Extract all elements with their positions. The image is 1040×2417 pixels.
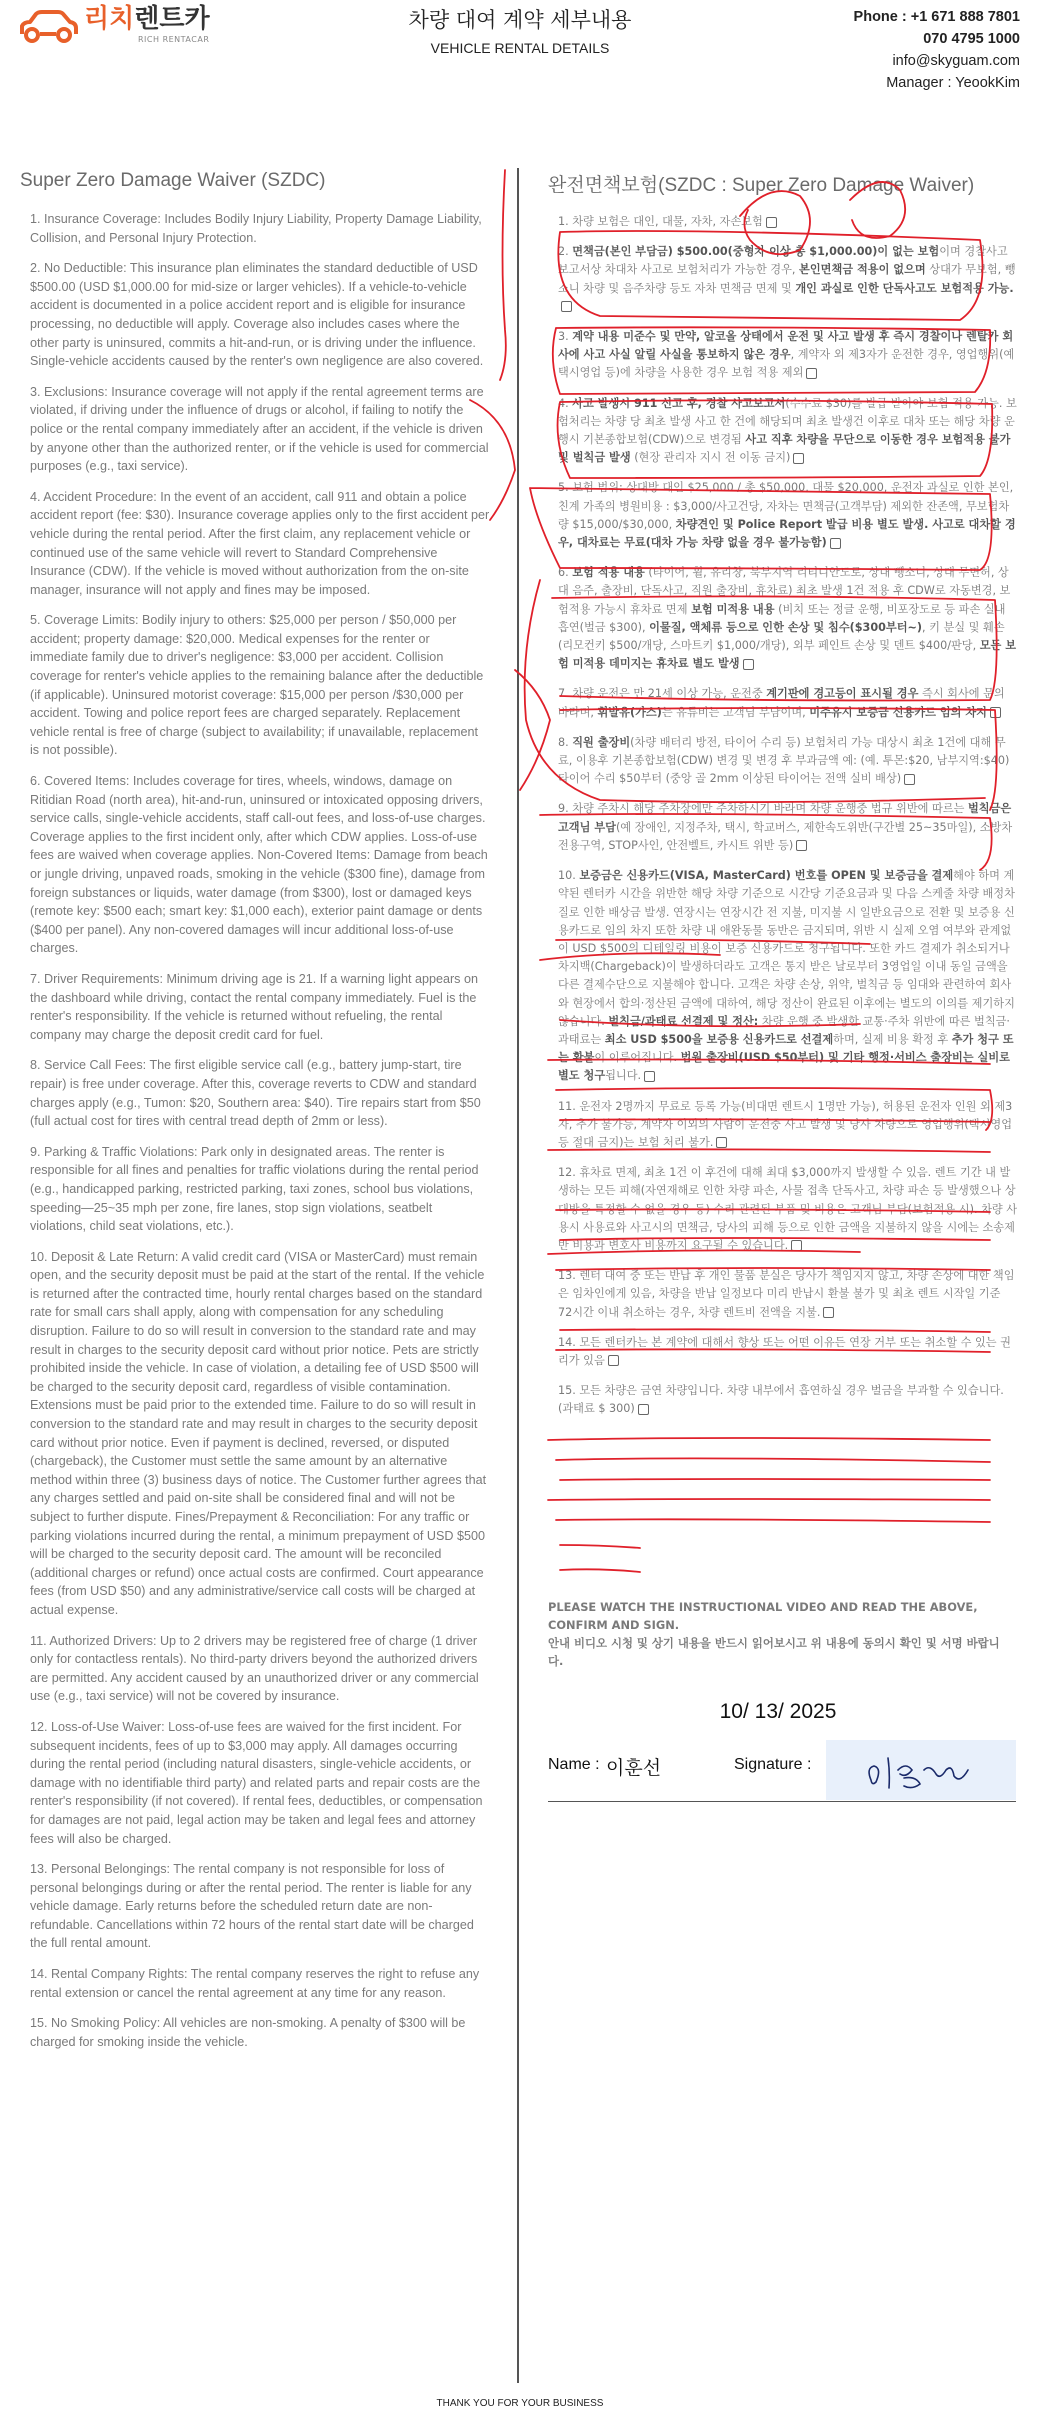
logo-subtext: RICH RENTACAR bbox=[138, 35, 210, 44]
korean-term-text: , 키 분실 및 훼손(리모컨키 $500/개당, 스마트키 $1,000/개당), 외부 페인트 손상 및 덴트 $400/판당, bbox=[558, 620, 1005, 653]
korean-term-text: 미주유시 보증금 신용카드 임의 차지 bbox=[809, 705, 987, 719]
signature-date: 10/ 13/ 2025 bbox=[719, 1700, 837, 1723]
korean-term-text: , 계약자 외 제3자가 운전한 경우, 영업행위(예 택시영업 등)에 차량을 사용한 경우 보험 적용 제외 bbox=[558, 348, 1015, 380]
agree-checkbox[interactable] bbox=[823, 1307, 834, 1318]
handwritten-signature-icon bbox=[826, 1740, 1016, 1800]
english-term-item: 2. No Deductible: This insurance plan eliminates the standard deductible of USD $500.00 (USD $1,000.00 for mid-size or larger vehicles). If a vehicle-to-vehicle accident is documented in a police accident report and is eligible for insurance processing, no deductible will apply. Coverage also includes cases where the other party is uninsured, commits a hit-and-run, or is driving under the influence. Single-vehicle accidents caused by the renter's own negligence are also covered. bbox=[30, 261, 484, 369]
agree-checkbox[interactable] bbox=[796, 840, 807, 851]
english-term-item: 4. Accident Procedure: In the event of an accident, call 911 and obtain a police accident report (fee: $30). Insurance coverage applies only to the first accident per vehicle during the rental period. After the first claim, any replacement vehicle or continued use of the same vehicle will revert to Standard Comprehensive Insurance (CDW). If the vehicle is moved without authorization from the on-site manager, insurance will not apply and fines may be imposed. bbox=[30, 489, 490, 597]
contact-block bbox=[854, 6, 1020, 94]
korean-term-text: 5. 보험 범위: 상대방 대인 $25,000 / 총 $50,000, 대물 $20,000, 운전자 과실로 인한 본인, 친계 가족의 병원비용 : $3,000/사고건당, 자차는 면책금(고객부담) 제외한 잔존액, 무보험차량 $15,000/$30,000, bbox=[558, 481, 1014, 531]
contact-manager: Manager : YeookKim bbox=[886, 75, 1020, 91]
logo-text-a: 리치 bbox=[84, 4, 135, 34]
korean-term-text: 이물질, 액체류 등으로 인한 손상 및 침수($300부터~) bbox=[649, 620, 922, 634]
korean-term-text: 14. 모든 렌터카는 본 계약에 대해서 향상 또는 어떤 이유든 연장 거부 또는 취소할 수 있는 권리가 있음 bbox=[558, 1335, 1011, 1367]
agree-checkbox[interactable] bbox=[806, 368, 817, 379]
korean-terms-list bbox=[548, 213, 1018, 1419]
korean-term-item bbox=[558, 479, 1018, 552]
korean-term-item bbox=[558, 734, 1018, 789]
korean-term-text: (수수료 $30)를 발급 받아야 보험 적용 가능. 보험처리는 차량 당 최초 발생 사고 한 건에 해당되며 최초 발생건 이후로 대차 또는 해당 차량 운행시 기본종합보험(CDW)으로 변경됨 bbox=[558, 396, 1017, 447]
korean-term-text: 본인면책금 적용이 없으며 bbox=[799, 263, 926, 277]
korean-term-text: 해야 하며 계약된 렌터카 시간을 위반한 해당 차량 기준으로 시간당 기준요금과 및 다음 스케줄 차량 배정차질로 인한 배상금 발생. 연장시는 연장시간 전 지불, 미지불 시 일반요금으로 전환 및 보증용 신용카드로 임의 차지 또한 차량 내 애완동물 동반은 금지되며, 위반 시 실제 오염 여부와 관계없이 USD $500의 디테일링 비용이 보증 신용카드로 청구됩니다. 또한 카드 결제가 취소되거나 차지백(Chargeback)이 발생하더라도 고객은 통지 받은 날로부터 3영업일 이내 동일 금액을 다른 결제수단으로 지불해야 합니다. 고객은 차량 손상, 위약, 벌칙금 등 임대와 관련하여 회사와 현장에서 합의·정산된 금액에 대하여, 해당 정산이 완료된 이후에는 별도의 이의를 제기하지 않습니다. bbox=[558, 869, 1015, 1028]
document-header bbox=[0, 0, 1040, 110]
korean-term-text: (현장 관리자 지시 전 이동 금지) bbox=[630, 451, 791, 465]
agree-checkbox[interactable] bbox=[644, 1071, 655, 1082]
korean-term-item bbox=[558, 1164, 1018, 1255]
english-term-item: 13. Personal Belongings: The rental company is not responsible for loss of personal belongings during or after the rental period. The renter is liable for any vehicle damage. Early returns before the scheduled return date are non-refundable. Cancellations within 72 hours of the rental start date will be charged the full rental amount. bbox=[30, 1862, 474, 1951]
agree-checkbox[interactable] bbox=[793, 453, 804, 464]
agree-checkbox[interactable] bbox=[791, 1240, 802, 1251]
korean-terms-column bbox=[548, 170, 1018, 1431]
signature-label: Signature : bbox=[734, 1756, 812, 1773]
korean-term-item bbox=[558, 1267, 1018, 1322]
signature-box[interactable] bbox=[826, 1740, 1016, 1800]
english-term-item: 5. Coverage Limits: Bodily injury to others: $25,000 per person / $50,000 per accident; property damage: $20,000. Medical expenses for the renter or immediate family due to driver's negligence: $3,000 per accident. Collision coverage for renter's vehicle applies to the remaining balance after the deductible (if applicable). Uninsured motorist coverage: $15,000 per person /$30,000 per accident. Towing and police report fees are charged separately. Replacement vehicle rental is free of charge (subject to availability; if unavailable, replacement is not possible). bbox=[30, 613, 484, 758]
korean-term-text: 8. bbox=[558, 735, 573, 749]
korean-term-item bbox=[558, 1382, 1018, 1418]
korean-term-item bbox=[558, 243, 1018, 316]
korean-term-text: 10. bbox=[558, 869, 580, 883]
agree-checkbox[interactable] bbox=[638, 1404, 649, 1415]
contact-phone: Phone : +1 671 888 7801 bbox=[853, 9, 1020, 25]
korean-term-text: 이며 경찰사고보고서상 차대차 사고로 보험처리가 가능한 경우, bbox=[558, 245, 1008, 277]
footer-text: THANK YOU FOR YOUR BUSINESS bbox=[436, 2398, 604, 2409]
english-term-item: 11. Authorized Drivers: Up to 2 drivers may be registered free of charge (1 driver only for contactless rentals). No third-party drivers beyond the authorized drivers are permitted. Any accident caused by an unauthorized driver or any commercial use (e.g., taxi service) will not be covered by insurance. bbox=[30, 1633, 479, 1704]
document-title-ko: 차량 대여 계약 세부내용 bbox=[408, 8, 632, 32]
korean-term-text: 는 유류비는 고객님 부담이며, bbox=[661, 705, 810, 719]
agree-checkbox[interactable] bbox=[766, 217, 777, 228]
korean-term-text: 9. 차량 주차시 해당 주차장에만 주차하시기 바라며 차량 운행중 법규 위반에 따르는 bbox=[558, 802, 968, 816]
korean-term-text: 사고 직후 차량을 무단으로 이동한 경우 보험적용 불가 및 벌칙금 발생 bbox=[558, 433, 1011, 465]
agree-checkbox[interactable] bbox=[716, 1137, 727, 1148]
korean-term-text: 됩니다. bbox=[605, 1069, 642, 1083]
korean-term-text: 개인 과실로 인한 단독사고도 보험적용 가능. bbox=[795, 281, 1014, 295]
english-term-item: 6. Covered Items: Includes coverage for tires, wheels, windows, damage on Ritidian Road (north area), hit-and-run, uninsured or intoxicated opposing drivers, service calls, single-vehicle accidents, staff call-out fees, and loss-of-use charges. Coverage applies to the first incident only, after which CDW applies. Loss-of-use fees are waived when coverage applies. Non-Covered Items: Damage from beach or jungle driving, unpaved roads, smoking in the vehicle ($300 fine), damage from foreign substances or liquids, water damage (from $300), lost or damaged keys (remote key: $500 each; smart key: $1,000 each), exterior paint damage or dents ($400 per panel). Any non-covered damages will incur additional loss-of-use charges. bbox=[30, 774, 488, 956]
agree-checkbox[interactable] bbox=[608, 1355, 619, 1366]
korean-term-text: 계약 내용 미준수 및 만약, 알코올 상태에서 운전 및 사고 발생 후 즉시 경찰이나 렌탈카 회사에 사고 사실 알릴 사실을 통보하지 않은 경우 bbox=[558, 330, 1014, 362]
korean-terms-heading: 완전면책보험(SZDC : Super Zero Damage Waiver) bbox=[548, 175, 975, 196]
signature-row bbox=[548, 1740, 1016, 1802]
korean-term-text: 법원 출장비(USD $50부터) 및 기타 행정·서비스 출장비는 실비로 별도 청구 bbox=[558, 1051, 1010, 1083]
agree-checkbox[interactable] bbox=[561, 301, 572, 312]
korean-term-text: 계기판에 경고등이 표시될 경우 bbox=[766, 687, 919, 701]
korean-term-text: 보험 적용 내용 bbox=[572, 566, 645, 580]
korean-term-item bbox=[558, 564, 1018, 673]
korean-term-text: 7. 차량 운전은 만 21세 이상 가능, 운전중 bbox=[558, 687, 767, 701]
korean-term-text: 벌칙금/과태료 선결제 및 정산: bbox=[608, 1014, 759, 1028]
korean-term-item bbox=[558, 328, 1018, 383]
korean-term-text: 이 이루어집니다. bbox=[594, 1051, 681, 1065]
english-term-item: 9. Parking & Traffic Violations: Park only in designated areas. The renter is responsible for all fines and penalties for traffic violations during the rental period (e.g., handicapped parking, restricted parking, taxi zones, school bus violations, speeding—25~35 mph per zone, fire lanes, stop sign violations, seatbelt violations, child seat violations, etc.). bbox=[30, 1144, 479, 1234]
korean-term-item bbox=[558, 213, 1018, 231]
english-term-item: 14. Rental Company Rights: The rental company reserves the right to refuse any rental extension or cancel the rental agreement at any time for any reason. bbox=[30, 1967, 480, 2000]
english-terms-heading: Super Zero Damage Waiver (SZDC) bbox=[20, 170, 326, 191]
korean-term-text: 모든 보험 미적용 데미지는 휴차료 별도 발생 bbox=[558, 639, 1017, 671]
english-terms-column bbox=[20, 170, 490, 2063]
korean-term-text: (차량 배터리 방전, 타이어 수리 등) 보험처리 가능 대상시 최초 1건에 대해 무료, 이용후 기본종합보험(CDW) 변경 및 변경 후 부과금액 예: (예. 투몬:$20, 남부지역:$40) 타이어 수리 $50부터 (중앙 골 2mm 이상된 타이어는 전액 실비 배상) bbox=[558, 735, 1010, 786]
korean-term-text: 2. bbox=[558, 245, 573, 259]
agree-checkbox[interactable] bbox=[743, 659, 754, 670]
sign-notice bbox=[548, 1598, 1008, 1670]
korean-term-text: 즉시 회사에 문의 바라며, bbox=[558, 687, 1005, 719]
english-term-item: 3. Exclusions: Insurance coverage will not apply if the rental agreement terms are violated, if driving under the influence of drugs or alcohol, if failing to notify the police or the rental company immediately after an accident, if the vehicle is driven by anyone other than the authorized renter, or if the vehicle is used for commercial purposes (e.g., taxi service). bbox=[30, 384, 489, 474]
korean-term-item bbox=[558, 395, 1018, 468]
korean-term-text: 차량 운행 중 발생한 교통·주차 위반에 따른 벌칙금·과태료는 bbox=[558, 1014, 1010, 1046]
korean-term-text: (타이어, 휠, 유리창, 북부지역 리티디안도로, 상대 뺑소니, 상대 무면허, 상대 음주, 출장비, 단독사고, 직원 출장비, 휴차료) 최초 발생 1건 적용 후 CDW로 자동변경, 보험적용 가능시 휴차료 면제 bbox=[558, 566, 1011, 616]
english-term-item: 8. Service Call Fees: The first eligible service call (e.g., battery jump-start, tire repair) is free under coverage. After this, coverage reverts to CDW and standard charges apply (e.g., Tumon: $20, Southern area: $40). Tire repairs start from $50 (full actual cost for tires with central tread depth of 2mm or less). bbox=[30, 1058, 481, 1129]
korean-term-text: 사고 발생시 911 신고 후, 경찰 사고보고서 bbox=[572, 396, 786, 410]
agree-checkbox[interactable] bbox=[830, 538, 841, 549]
korean-term-item bbox=[558, 1098, 1018, 1153]
korean-term-text: 벌칙금은 고객님 부담 bbox=[558, 802, 1012, 834]
english-term-item: 7. Driver Requirements: Minimum driving age is 21. If a warning light appears on the dashboard while driving, contact the rental company immediately. Fuel is the renter's responsibility. If the vehicle is returned without refueling, the rental company may charge the deposit credit card for fuel. bbox=[30, 971, 478, 1042]
english-term-item: 10. Deposit & Late Return: A valid credit card (VISA or MasterCard) must remain open, and the security deposit must be paid at the start of the rental. If the vehicle is returned after the contracted time, hourly rental charges based on the standard rate for small cars shall apply, along with compensation for any scheduling disruption. Failure to do so will result in conversion to the standard rate and may result in charges to the security deposit card without prior notice. Pets are strictly prohibited inside the vehicle. In case of violation, a detailing fee of USD $500 will be charged to the security deposit card, regardless of visible contamination. Extensions must be paid prior to the extended time. Failure to do so will result in conversion to the standard rate and may result in charges to the security deposit card without prior notice. Even if payment is declined, reversed, or disputed (chargeback), the Customer must settle the same amount by an alternative method within three (3) business days of notice. The Customer further agrees that any charges settled and paid on-site shall be considered final and will not be subject to further dispute. Fines/Prepayment & Reconciliation: For any traffic or parking violations incurred during the rental, a minimum prepayment of USD $500 will be charged to the security deposit card. The amount will be reconciled (additional charges or refund) once actual costs are confirmed. Court appearance fees (from USD $50) and any administrative/service call costs will be charged at actual expense. bbox=[30, 1249, 487, 1617]
column-divider bbox=[517, 168, 519, 2383]
korean-term-text: 보험 미적용 내용 bbox=[691, 602, 775, 616]
korean-term-text: (비치 또는 정글 운행, 비포장도로 등 파손 실내 흡연(벌금 $300), bbox=[558, 602, 1006, 634]
company-logo bbox=[18, 4, 228, 48]
english-term-item: 12. Loss-of-Use Waiver: Loss-of-use fees are waived for the first incident. For subsequent incidents, fees of up to $3,000 may apply. All damages occurring during the rental period (including natural disasters, single-vehicle accidents, or damage with no identifiable third party) and related parts and repair costs are the renter's responsibility (if not covered). If rental fees, deductibles, or compensation for damages are not paid, legal action may be taken and legal fees and attorney fees will also be charged. bbox=[30, 1719, 483, 1846]
agree-checkbox[interactable] bbox=[990, 707, 1001, 718]
korean-term-item bbox=[558, 867, 1018, 1085]
agree-checkbox[interactable] bbox=[904, 774, 915, 785]
korean-term-text: (예 장애인, 지정주차, 택시, 학교버스, 제한속도위반(구간별 25~35마일), 소방차전용구역, STOP사인, 안전벨트, 카시트 위반 등) bbox=[558, 820, 1013, 852]
korean-term-text: 상대가 무보험, 뺑소니 차량 및 음주차량 등도 자차 면책금 면제 및 bbox=[558, 263, 1016, 295]
korean-term-text: 직원 출장비 bbox=[572, 735, 631, 749]
korean-term-item bbox=[558, 800, 1018, 855]
sign-notice-ko: 안내 비디오 시청 및 상기 내용을 반드시 읽어보시고 위 내용에 동의시 확인 및 서명 바랍니다. bbox=[548, 1636, 1000, 1668]
korean-term-text: 최소 USD $500을 보증용 신용카드로 선결제 bbox=[604, 1032, 834, 1046]
korean-term-text: 추가 청구 또는 환불 bbox=[558, 1032, 1014, 1065]
logo-wordmark bbox=[84, 4, 210, 34]
korean-term-text: 15. 모든 차량은 금연 차량입니다. 차량 내부에서 흡연하실 경우 벌금을 부과할 수 있습니다. (과태료 $ 300) bbox=[558, 1384, 1004, 1416]
english-term-item: 1. Insurance Coverage: Includes Bodily Injury Liability, Property Damage Liability, Collision, and Personal Injury Protection. bbox=[30, 212, 482, 245]
sign-notice-en: PLEASE WATCH THE INSTRUCTIONAL VIDEO AND READ THE ABOVE, CONFIRM AND SIGN. bbox=[548, 1600, 978, 1632]
korean-term-text: 3. bbox=[558, 330, 573, 344]
korean-term-text: 13. 렌터 대여 중 또는 반납 후 개인 물품 분실은 당사가 책임지지 않고, 차량 손상에 대한 책임은 임차인에게 있음, 차량을 반납 일정보다 미리 반납시 환불 불가 및 최초 렌트 시작일 기준 72시간 이내 취소하는 경우, 차량 렌트비 전액을 지불. bbox=[558, 1269, 1015, 1319]
contact-email[interactable]: info@skyguam.com bbox=[892, 53, 1020, 69]
car-logo-icon bbox=[18, 10, 78, 44]
korean-term-text: 6. bbox=[558, 566, 573, 580]
korean-term-item bbox=[558, 685, 1018, 721]
contact-phone-2: 070 4795 1000 bbox=[923, 31, 1020, 47]
korean-term-text: 4. bbox=[558, 396, 573, 410]
korean-term-text: 1. 차량 보험은 대인, 대물, 자차, 자손보험 bbox=[558, 215, 763, 228]
korean-term-text: 11. 운전자 2명까지 무료로 등록 가능(비대면 렌트시 1명만 가능), 허용된 운전자 인원 외 제3자, 추가 불가능, 계약자 이외의 사람이 운전중 사고 발생 및 당사 차량으로 영업행위(택시영업 등 절대 금지)는 보험 처리 불가. bbox=[558, 1099, 1013, 1149]
logo-text-b: 렌트카 bbox=[134, 4, 210, 34]
name-label: Name : bbox=[548, 1756, 600, 1773]
korean-term-text: 휘발유(가스) bbox=[597, 705, 662, 719]
korean-term-text: 12. 휴차료 면제, 최초 1건 이 후건에 대해 최대 $3,000까지 발생할 수 있음. 렌트 기간 내 발생하는 모든 피해(자연재해로 인한 차량 파손, 사물 접촉 단독사고, 차량 파손 등 발생했으나 상대방을 특정할 수 없을 경우 등) 수리 관련된 부품 및 비용은 고객님 부담(보험적용 시). 차량 사용시 사용료와 사고시의 면책금, 당사의 피해 등으로 인한 금액을 지불하지 않을 시에는 소송제반 비용과 변호사 비용까지 요구될 수 있습니다. bbox=[558, 1166, 1018, 1252]
document-title-en: VEHICLE RENTAL DETAILS bbox=[430, 40, 610, 56]
korean-term-text: 면책금(본인 부담금) $500.00(중형차 이상 총 $1,000.00)이 없는 보험 bbox=[572, 245, 940, 259]
korean-term-item bbox=[558, 1334, 1018, 1370]
korean-term-text: 차량견인 및 Police Report 발급 비용 별도 발생. 사고로 대차할 경우, 대차료는 무료(대차 가능 차량 없을 경우 불가능함) bbox=[558, 517, 1016, 550]
korean-term-text: 보증금은 신용카드(VISA, MasterCard) 번호를 OPEN 및 보증금을 결제 bbox=[579, 869, 954, 883]
name-value: 이훈선 bbox=[606, 1757, 662, 1779]
korean-term-text: 하며, 실제 비용 확정 후 bbox=[833, 1032, 952, 1046]
english-term-item: 15. No Smoking Policy: All vehicles are non-smoking. A penalty of $300 will be charged for smoking inside the vehicle. bbox=[30, 2016, 466, 2049]
